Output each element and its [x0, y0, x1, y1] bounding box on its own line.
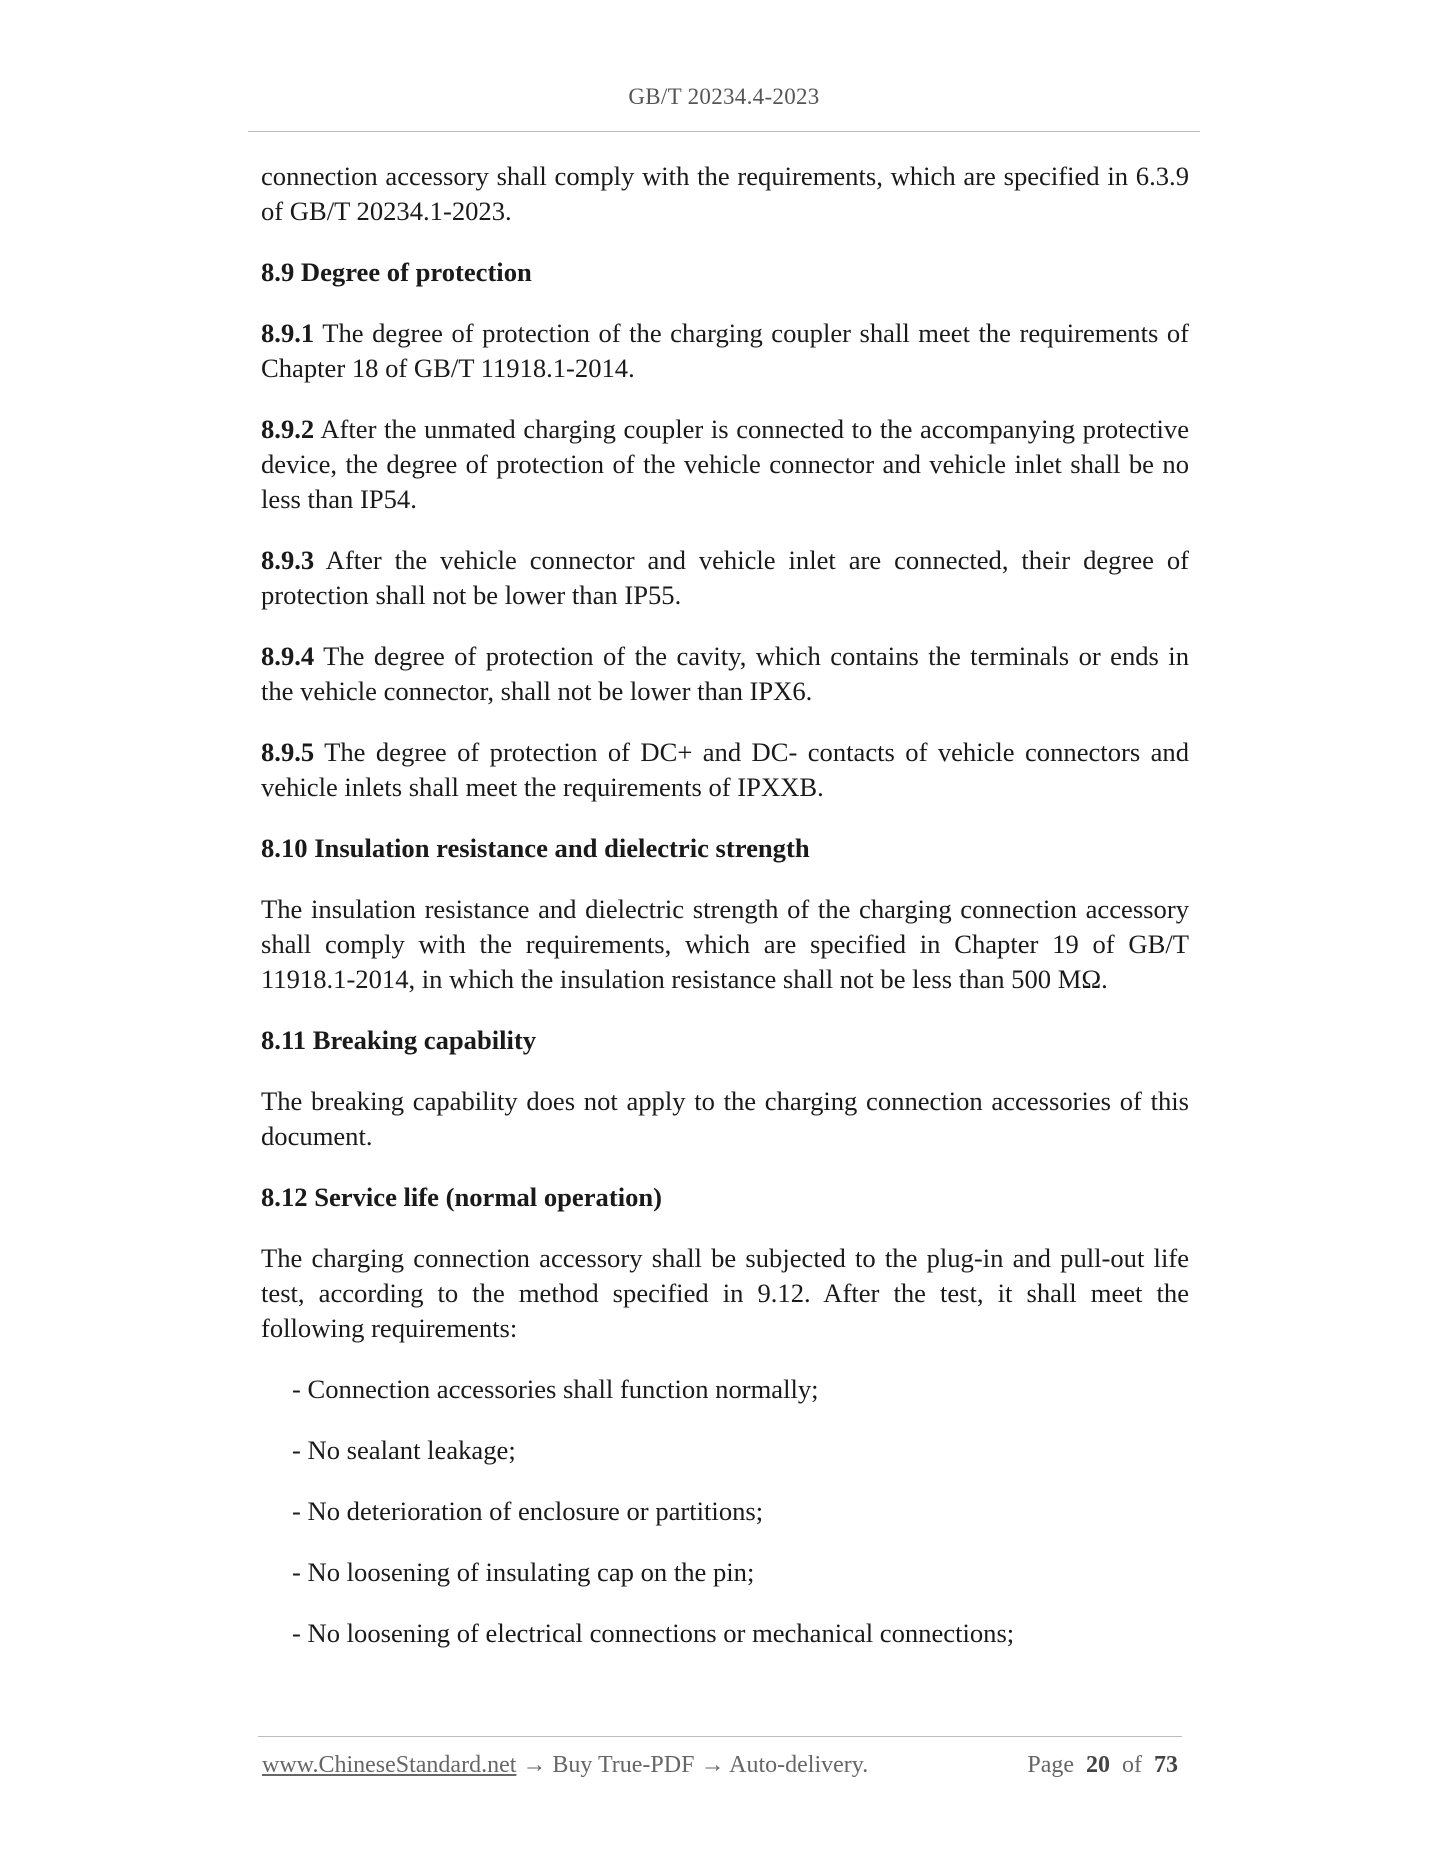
- clause-text: The degree of protection of the cavity, which contains the terminals or ends in the vehicle connector, shall not be lower than IPX6.: [261, 641, 1189, 706]
- document-body: [261, 159, 1189, 1677]
- clause-8-9-3: [261, 543, 1189, 613]
- clause-8-9-4: [261, 639, 1189, 709]
- list-item: - No deterioration of enclosure or partitions;: [292, 1496, 764, 1526]
- current-page: 20: [1086, 1752, 1110, 1778]
- website-link[interactable]: www.ChineseStandard.net: [262, 1752, 517, 1778]
- page-label: Page: [1027, 1752, 1074, 1778]
- of-label: of: [1122, 1752, 1142, 1778]
- section-heading-8-12: 8.12 Service life (normal operation): [261, 1182, 663, 1212]
- header-divider: [248, 131, 1200, 132]
- buy-pdf-text: Buy True-PDF: [552, 1752, 695, 1778]
- paragraph-8-12: The charging connection accessory shall be subjected to the plug-in and pull-out life test, according to the method specified in 9.12. After the test, it shall meet the following requirements:: [261, 1243, 1189, 1343]
- clause-number: 8.9.4: [261, 641, 315, 671]
- paragraph-8-11: The breaking capability does not apply to the charging connection accessories of this document.: [261, 1086, 1189, 1151]
- clause-number: 8.9.5: [261, 737, 315, 767]
- clause-text: The degree of protection of the charging coupler shall meet the requirements of Chapter 18 of GB/T 11918.1-2014.: [261, 318, 1189, 383]
- footer-promo: [262, 1752, 868, 1779]
- section-heading-8-11: 8.11 Breaking capability: [261, 1025, 537, 1055]
- arrow-right-icon: →: [694, 1752, 730, 1778]
- page-number: [1027, 1752, 1178, 1779]
- clause-8-9-5: [261, 735, 1189, 805]
- list-item: - Connection accessories shall function normally;: [292, 1374, 819, 1404]
- clause-number: 8.9.2: [261, 414, 315, 444]
- clause-8-9-1: [261, 316, 1189, 386]
- list-item: - No loosening of insulating cap on the pin;: [292, 1557, 755, 1587]
- section-heading-8-10: 8.10 Insulation resistance and dielectric strength: [261, 833, 810, 863]
- document-header: GB/T 20234.4-2023: [628, 84, 820, 109]
- document-footer: [262, 1752, 1182, 1782]
- total-pages: 73: [1154, 1752, 1178, 1778]
- auto-delivery-text: Auto-delivery.: [729, 1752, 869, 1778]
- paragraph-8-10: The insulation resistance and dielectric strength of the charging connection accessory shall comply with the requirements, which are specified in Chapter 19 of GB/T 11918.1-2014, in which the insulation resistance shall not be less than 500 MΩ.: [261, 894, 1189, 994]
- intro-paragraph: connection accessory shall comply with the requirements, which are specified in 6.3.9 of GB/T 20234.1-2023.: [261, 161, 1189, 226]
- clause-number: 8.9.1: [261, 318, 315, 348]
- section-heading-8-9: 8.9 Degree of protection: [261, 257, 532, 287]
- clause-text: After the unmated charging coupler is connected to the accompanying protective device, the degree of protection of the vehicle connector and vehicle inlet shall be no less than IP54.: [261, 414, 1189, 514]
- list-item: - No loosening of electrical connections or mechanical connections;: [292, 1618, 1015, 1648]
- clause-text: The degree of protection of DC+ and DC- contacts of vehicle connectors and vehicle inlets shall meet the requirements of IPXXB.: [261, 737, 1189, 802]
- footer-divider: [258, 1736, 1182, 1737]
- arrow-right-icon: →: [516, 1752, 553, 1778]
- clause-text: After the vehicle connector and vehicle inlet are connected, their degree of protection shall not be lower than IP55.: [261, 545, 1189, 610]
- clause-number: 8.9.3: [261, 545, 315, 575]
- list-item: - No sealant leakage;: [292, 1435, 516, 1465]
- clause-8-9-2: [261, 412, 1189, 517]
